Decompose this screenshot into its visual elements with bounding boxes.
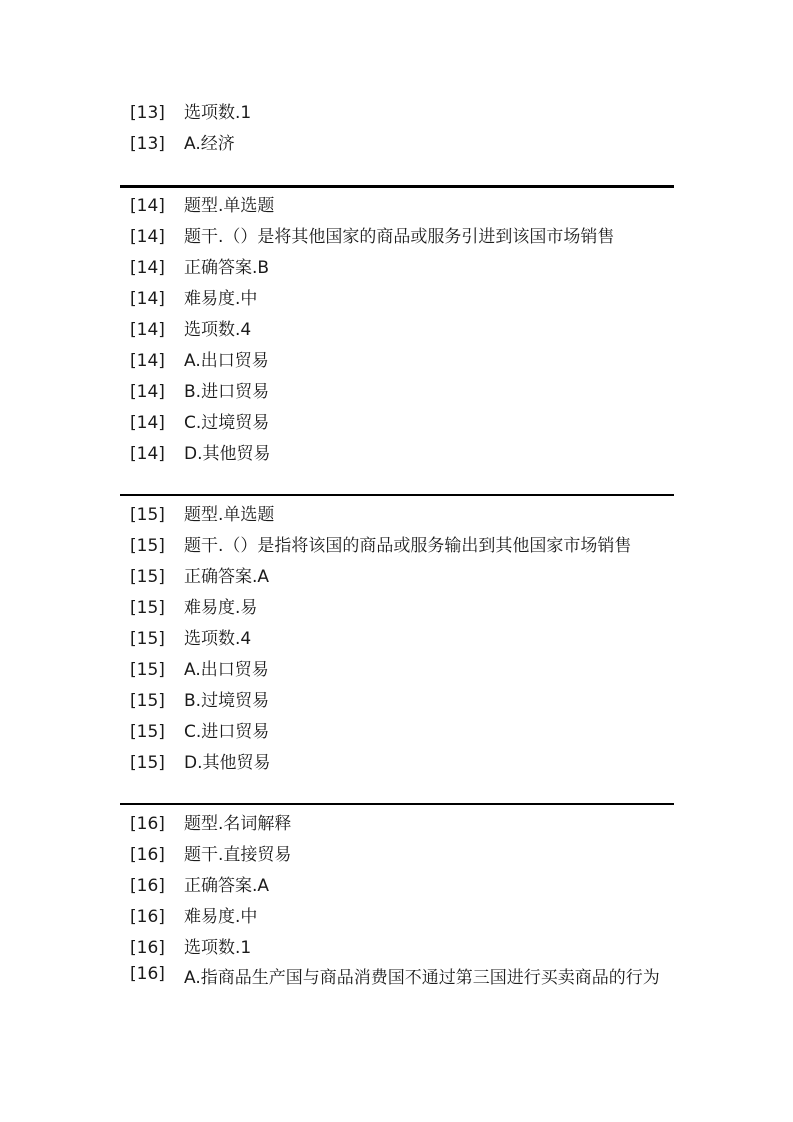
line-number: [13] [130, 134, 165, 154]
line-number: [14] [130, 413, 165, 433]
line-text: D.其他贸易 [184, 444, 271, 464]
line-number: [15] [130, 629, 165, 649]
line-number: [15] [130, 567, 165, 587]
line-text: 难易度.中 [184, 907, 258, 927]
question-line [120, 319, 674, 350]
question-line [120, 690, 674, 721]
line-number: [15] [130, 753, 165, 773]
question-line [120, 257, 674, 288]
line-text: 题干.（）是将其他国家的商品或服务引进到该国市场销售 [184, 227, 615, 247]
question-15-block [120, 504, 674, 783]
question-14-block [120, 195, 674, 474]
line-text: 正确答案.B [184, 258, 270, 278]
line-text: 选项数.4 [184, 320, 252, 340]
line-text: 题型.单选题 [184, 196, 275, 216]
question-line [120, 288, 674, 319]
question-line [120, 813, 674, 844]
question-line [120, 133, 674, 164]
question-16-block [120, 813, 674, 994]
line-number: [15] [130, 536, 165, 556]
line-text: 题型.单选题 [184, 505, 275, 525]
question-line [120, 752, 674, 783]
line-number: [15] [130, 598, 165, 618]
question-13-block [120, 102, 674, 164]
line-number: [16] [130, 814, 165, 834]
line-text: A.指商品生产国与商品消费国不通过第三国进行买卖商品的行为 [184, 968, 660, 988]
line-number: [14] [130, 227, 165, 247]
line-text: 正确答案.A [184, 876, 270, 896]
line-number: [15] [130, 505, 165, 525]
section-divider [120, 494, 674, 496]
question-line [120, 443, 674, 474]
question-line [120, 535, 674, 566]
question-line [120, 628, 674, 659]
question-line [120, 412, 674, 443]
question-line [120, 875, 674, 906]
line-text: B.进口贸易 [184, 382, 270, 402]
line-number: [14] [130, 320, 165, 340]
line-text: 选项数.1 [184, 938, 252, 958]
line-number: [14] [130, 289, 165, 309]
line-number: [14] [130, 196, 165, 216]
line-number: [15] [130, 722, 165, 742]
line-text: 难易度.易 [184, 598, 258, 618]
line-text: A.经济 [184, 134, 235, 154]
line-number: [14] [130, 258, 165, 278]
section-divider [120, 185, 674, 188]
line-text: 难易度.中 [184, 289, 258, 309]
question-line [120, 721, 674, 752]
question-line [120, 566, 674, 597]
question-line [120, 350, 674, 381]
line-number: [16] [130, 938, 165, 958]
line-number: [16] [130, 964, 165, 984]
line-text: 正确答案.A [184, 567, 270, 587]
line-text: D.其他贸易 [184, 753, 271, 773]
question-line [120, 906, 674, 937]
line-number: [13] [130, 103, 165, 123]
line-number: [16] [130, 907, 165, 927]
line-number: [14] [130, 382, 165, 402]
question-line [120, 102, 674, 133]
line-text: C.进口贸易 [184, 722, 270, 742]
line-text: 题干.（）是指将该国的商品或服务输出到其他国家市场销售 [184, 536, 632, 556]
line-text: A.出口贸易 [184, 351, 269, 371]
line-text: C.过境贸易 [184, 413, 270, 433]
line-text: 题干.直接贸易 [184, 845, 292, 865]
line-number: [14] [130, 351, 165, 371]
line-text: 选项数.4 [184, 629, 252, 649]
line-number: [14] [130, 444, 165, 464]
question-line [120, 963, 674, 994]
section-divider [120, 803, 674, 805]
question-line [120, 597, 674, 628]
line-number: [15] [130, 691, 165, 711]
question-line [120, 381, 674, 412]
question-line [120, 504, 674, 535]
line-text: 题型.名词解释 [184, 814, 292, 834]
question-line [120, 226, 674, 257]
line-number: [15] [130, 660, 165, 680]
line-text: A.出口贸易 [184, 660, 269, 680]
line-number: [16] [130, 876, 165, 896]
line-text: B.过境贸易 [184, 691, 270, 711]
question-line [120, 659, 674, 690]
question-line [120, 844, 674, 875]
line-number: [16] [130, 845, 165, 865]
line-text: 选项数.1 [184, 103, 252, 123]
question-line [120, 195, 674, 226]
